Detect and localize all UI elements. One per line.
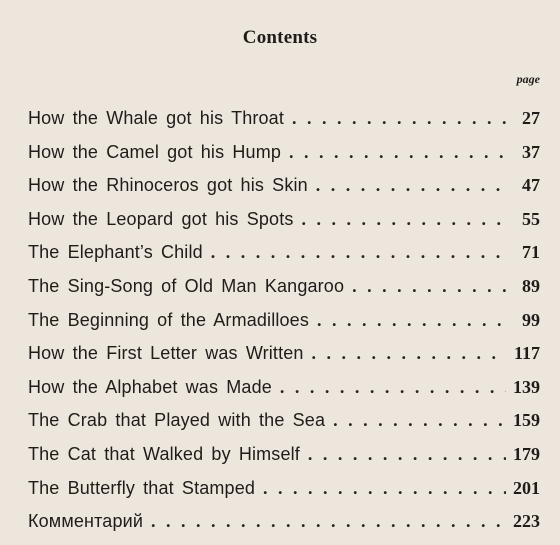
toc-entry (28, 205, 540, 239)
dot-leader (289, 138, 506, 166)
toc-entry-page: 223 (513, 511, 540, 532)
toc-entry-title: How the Rhinoceros got his Skin (28, 175, 308, 196)
dot-leader (317, 306, 506, 334)
toc-entry (28, 138, 540, 172)
toc-entry-title: The Elephant’s Child (28, 242, 203, 263)
dot-leader (333, 406, 506, 434)
toc-entry (28, 306, 540, 340)
toc-entry-page: 159 (513, 410, 540, 431)
toc-entry-page: 99 (522, 309, 540, 330)
toc-entry (28, 373, 540, 407)
toc-entry-page: 201 (513, 477, 540, 498)
dot-leader (312, 339, 506, 367)
toc-entry-page: 89 (522, 275, 540, 296)
toc-entry (28, 171, 540, 205)
toc-entry-page: 47 (522, 175, 540, 196)
toc-entry (28, 474, 540, 508)
dot-leader (292, 104, 506, 132)
toc-entry-title: How the Whale got his Throat (28, 108, 284, 128)
toc-entry-title: How the Leopard got his Spots (28, 208, 294, 229)
toc-entry-page: 27 (522, 108, 540, 128)
dot-leader (211, 238, 506, 266)
toc-entry-page: 55 (522, 208, 540, 229)
page-title: Contents (242, 27, 318, 48)
toc-entry (28, 507, 540, 541)
toc-entry-page: 117 (513, 343, 540, 364)
dot-leader (263, 474, 506, 502)
table-of-contents (28, 104, 540, 541)
toc-entry (28, 238, 540, 272)
toc-entry-page: 179 (513, 443, 540, 464)
toc-entry-title: The Cat that Walked by Himself (28, 443, 300, 464)
toc-entry (28, 272, 540, 306)
toc-entry-page: 37 (522, 141, 540, 162)
page-column-label: page (516, 72, 540, 86)
toc-entry (28, 406, 540, 440)
dot-leader (302, 205, 506, 233)
toc-entry-title: The Butterfly that Stamped (28, 477, 256, 498)
toc-entry-title: The Beginning of the Armadilloes (28, 309, 309, 330)
toc-entry-title: The Crab that Played with the Sea (28, 410, 326, 431)
dot-leader (352, 272, 506, 300)
dot-leader (151, 507, 506, 535)
toc-entry-title: How the Alphabet was Made (28, 376, 272, 397)
dot-leader (308, 440, 506, 468)
toc-entry (28, 440, 540, 474)
toc-entry-page: 71 (522, 242, 540, 263)
toc-entry-title: How the First Letter was Written (28, 343, 304, 364)
dot-leader (316, 171, 506, 199)
toc-entry-title: How the Camel got his Hump (28, 141, 281, 162)
toc-entry-page: 139 (513, 376, 540, 397)
toc-entry-title: Комментарий (28, 511, 144, 532)
toc-entry (28, 104, 540, 138)
toc-entry (28, 339, 540, 373)
toc-entry-title: The Sing-Song of Old Man Kangaroo (28, 275, 345, 296)
dot-leader (280, 373, 506, 401)
